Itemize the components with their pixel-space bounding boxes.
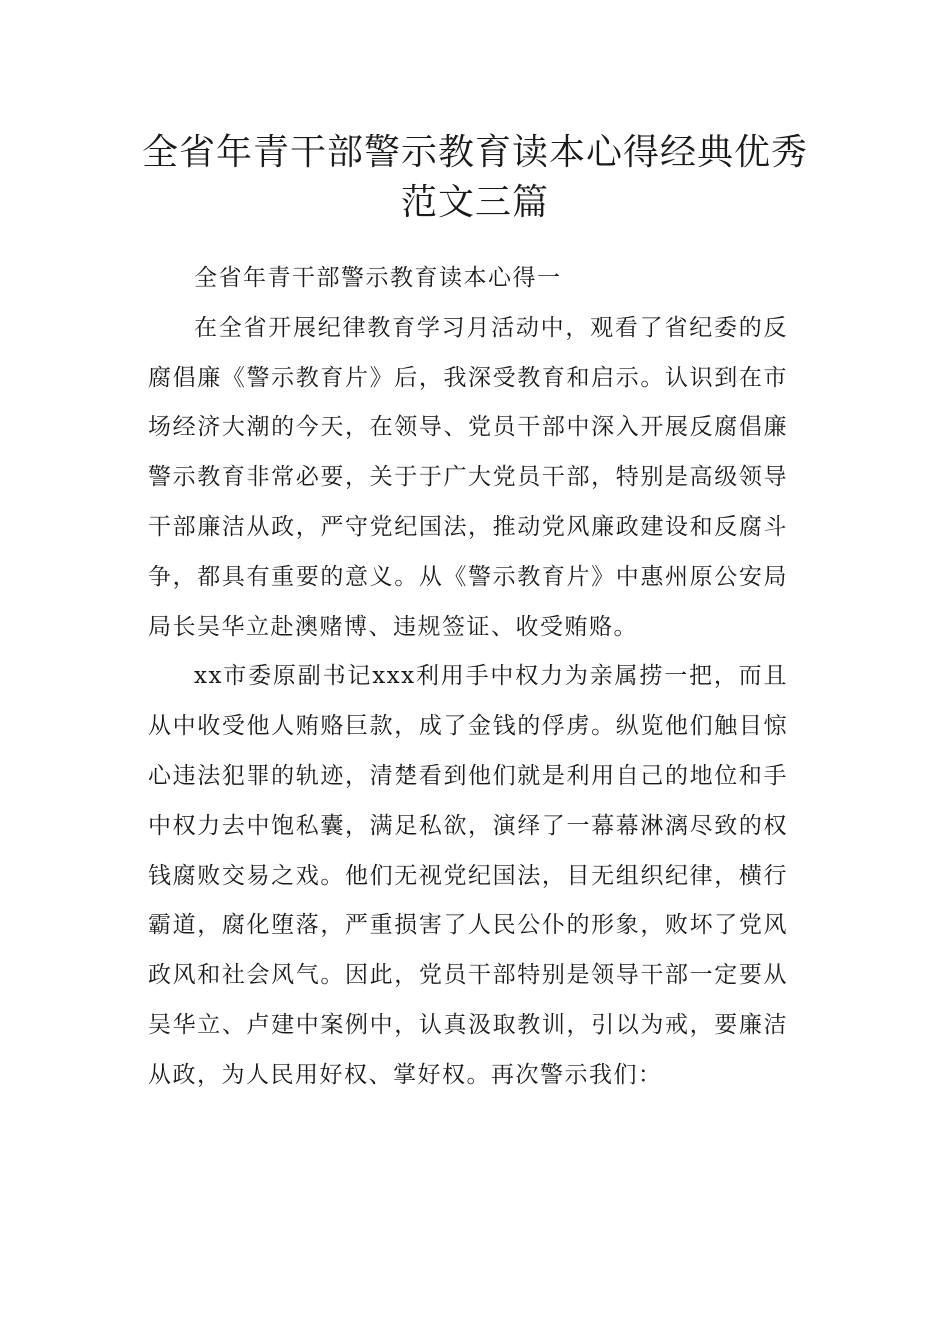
- paragraph-1: 在全省开展纪律教育学习月活动中，观看了省纪委的反腐倡廉《警示教育片》后，我深受教育和启示。认识到在市场经济大潮的今天，在领导、党员干部中深入开展反腐倡廉警示教育非常必要，关于于广大党员干部，特别是高级领导干部廉洁从政，严守党纪国法，推动党风廉政建设和反腐斗争，都具有重要的意义。从《警示教育片》中惠州原公安局局长吴华立赴澳赌博、违规签证、收受贿赂。: [148, 314, 788, 640]
- title-line-2: 范文三篇: [400, 182, 549, 223]
- paragraph-2: xx市委原副书记xxx利用手中权力为亲属捞一把，而且从中收受他人贿赂巨款，成了金钱的俘虏。纵览他们触目惊心违法犯罪的轨迹，清楚看到他们就是利用自己的地位和手中权力去中饱私囊，满足私欲，演绎了一幕幕淋漓尽致的权钱腐败交易之戏。他们无视党纪国法，目无组织纪律，横行霸道，腐化堕落，严重损害了人民公仆的形象，败坏了党风政风和社会风气。因此，党员干部特别是领导干部一定要从吴华立、卢建中案例中，认真汲取教训，引以为戒，要廉洁从政，为人民用好权、掌好权。再次警示我们：: [148, 663, 788, 1088]
- document-body: [148, 254, 788, 1101]
- section-heading: 全省年青干部警示教育读本心得一: [194, 265, 562, 291]
- document-title: [120, 128, 830, 228]
- title-line-1: 全省年青干部警示教育读本心得经典优秀: [141, 132, 808, 173]
